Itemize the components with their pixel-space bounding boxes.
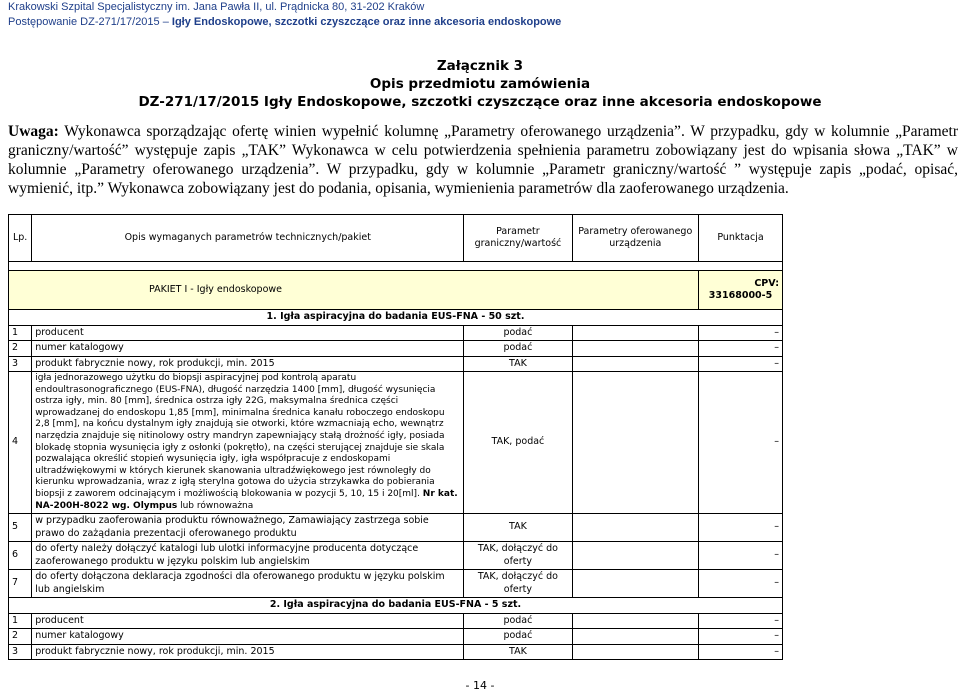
offered-value-cell[interactable] <box>572 629 698 645</box>
table-row: 2 numer katalogowy podać – <box>9 341 783 357</box>
table-row: 1 producent podać – <box>9 613 783 629</box>
header-description: Opis wymaganych parametrów technicznych/pakiet <box>32 215 464 262</box>
offered-value-cell[interactable] <box>572 514 698 542</box>
table-row: 1 producent podać – <box>9 325 783 341</box>
header-offered: Parametry oferowanego urządzenia <box>572 215 698 262</box>
section-title-row <box>9 598 783 614</box>
case-title: DZ-271/17/2015 Igły Endoskopowe, szczotki czyszczące oraz inne akcesoria endoskopowe <box>138 94 822 110</box>
subject-title: Opis przedmiotu zamówienia <box>369 76 591 92</box>
offered-value-cell[interactable] <box>572 644 698 660</box>
section-title-row <box>9 310 783 326</box>
table-row: 3 produkt fabrycznie nowy, rok produkcji, min. 2015 TAK – <box>9 644 783 660</box>
section-2-title: 2. Igła aspiracyjna do badania EUS-FNA - 5 szt. <box>9 598 783 614</box>
offered-value-cell[interactable] <box>572 542 698 570</box>
header-lp: Lp. <box>9 215 32 262</box>
offered-value-cell[interactable] <box>572 325 698 341</box>
table-header-row <box>9 215 783 262</box>
notice-text: Wykonawca sporządzając ofertę winien wypełnić kolumnę „Parametry oferowanego urządzenia”. W przypadku, gdy w kolumnie „Parametr graniczny/wartość” występuje zapis „TAK” Wykonawca w celu potwierdzenia spełnienia parametru zobowiązany jest do wpisania słowa „TAK” w kolumnie „Parametry oferowanego urządzenia”. W przypadku, gdy w kolumnie „Parametr graniczny/wartość ” występuje zapis „podać, opisać, wymienić, itp.” Wykonawca zobowiązany jest do podania, opisania, wymienienia parametrów dla zaoferowanego urządzenia. <box>8 123 958 197</box>
table-row: 6 do oferty należy dołączyć katalogi lub ulotki informacyjne producenta dotyczące zaoferowanego produktu w języku polskim lub angielskim TAK, dołączyć do oferty – <box>9 542 783 570</box>
notice-lead: Uwaga: <box>8 123 59 140</box>
table-row: 2 numer katalogowy podać – <box>9 629 783 645</box>
package-row <box>9 271 783 310</box>
header-hospital-line: Krakowski Szpital Specjalistyczny im. Jana Pawła II, ul. Prądnicka 80, 31-202 Kraków <box>8 1 425 13</box>
header-procedure-line: Postępowanie DZ-271/17/2015 – Igły Endoskopowe, szczotki czyszczące oraz inne akcesoria endoskopowe <box>8 16 562 28</box>
table-row: 7 do oferty dołączona deklaracja zgodności dla oferowanego produktu w języku polskim lub angielskim TAK, dołączyć do oferty – <box>9 570 783 598</box>
package-name: PAKIET I - Igły endoskopowe <box>9 271 699 310</box>
section-1-title: 1. Igła aspiracyjna do badania EUS-FNA - 50 szt. <box>9 310 783 326</box>
table-row: 3 produkt fabrycznie nowy, rok produkcji, min. 2015 TAK – <box>9 356 783 372</box>
notice-paragraph <box>8 122 958 198</box>
offered-value-cell[interactable] <box>572 372 698 514</box>
header-parameter: Parametr graniczny/wartość <box>464 215 572 262</box>
offered-value-cell[interactable] <box>572 570 698 598</box>
table-row: 5 w przypadku zaoferowania produktu równoważnego, Zamawiający zastrzega sobie prawo do zażądania prezentacji oferowanego produktu TAK – <box>9 514 783 542</box>
offered-value-cell[interactable] <box>572 613 698 629</box>
table-row: 4 igła jednorazowego użytku do biopsji aspiracyjnej pod kontrolą aparatu endoultrasonograficznego (EUS-FNA), długość narzędzia 1400 [mm], długość wysunięcia ostrza igły, min. 80 [mm], średnica ostrza igły 22G, maksymalna średnica części wprowadzanej do endoskopu 1,85 [mm], minimalna średnica kanału roboczego endoskopu 2,8 [mm], na końcu dystalnym igły znajdują sie otworki, które wzmacniają echo, wewnątrz narzędzia znajduje się nitinolowy ostry mandryn zapewniający stałą drożność igły, posiada blokadę stopnia wysunięcia igły z osłonki (pokrętło), na części sterującej znajduje sie skala pozwalająca określić stopień wysunięcia igły, igła współpracuje z endoskopami ultradźwiękowymi w których kierunek skanowania ultradźwiękowego jest równoległy do kierunku wprowadzania, wraz z igłą sterylna gotowa do użycia strzykawka do pobierania biopsji z zaworem odcinającym i możliwością blokowania w pozycji 5, 10, 15 i 20[ml]. Nr kat. NA-200H-8022 wg. Olympus lub równoważna TAK, podać – <box>9 372 783 514</box>
header-score: Punktacja <box>699 215 783 262</box>
offered-value-cell[interactable] <box>572 341 698 357</box>
needle-specification: igła jednorazowego użytku do biopsji aspiracyjnej pod kontrolą aparatu endoultrasonograficznego (EUS-FNA), długość narzędzia 1400 [mm], długość wysunięcia ostrza igły, min. 80 [mm], średnica ostrza igły 22G, maksymalna średnica części wprowadzanej do endoskopu 1,85 [mm], minimalna średnica kanału roboczego endoskopu 2,8 [mm], na końcu dystalnym igły znajdują sie otworki, które wzmacniają echo, wewnątrz narzędzia znajduje się nitinolowy ostry mandryn zapewniający stałą drożność igły, posiada blokadę stopnia wysunięcia igły z osłonki (pokrętło), na części sterującej znajduje sie skala pozwalająca określić stopień wysunięcia igły, igła współpracuje z endoskopami ultradźwiękowymi w których kierunek skanowania ultradźwiękowego jest równoległy do kierunku wprowadzania, wraz z igłą sterylna gotowa do użycia strzykawka do pobierania biopsji z zaworem odcinającym i możliwością blokowania w pozycji 5, 10, 15 i 20[ml]. Nr kat. NA-200H-8022 wg. Olympus lub równoważna <box>32 372 464 514</box>
package-cpv: CPV: 33168000-5 <box>699 271 783 310</box>
page-number: - 14 - <box>465 679 495 692</box>
offered-value-cell[interactable] <box>572 356 698 372</box>
annex-title: Załącznik 3 <box>436 58 524 74</box>
specification-table <box>8 214 783 660</box>
document-header <box>8 0 561 30</box>
